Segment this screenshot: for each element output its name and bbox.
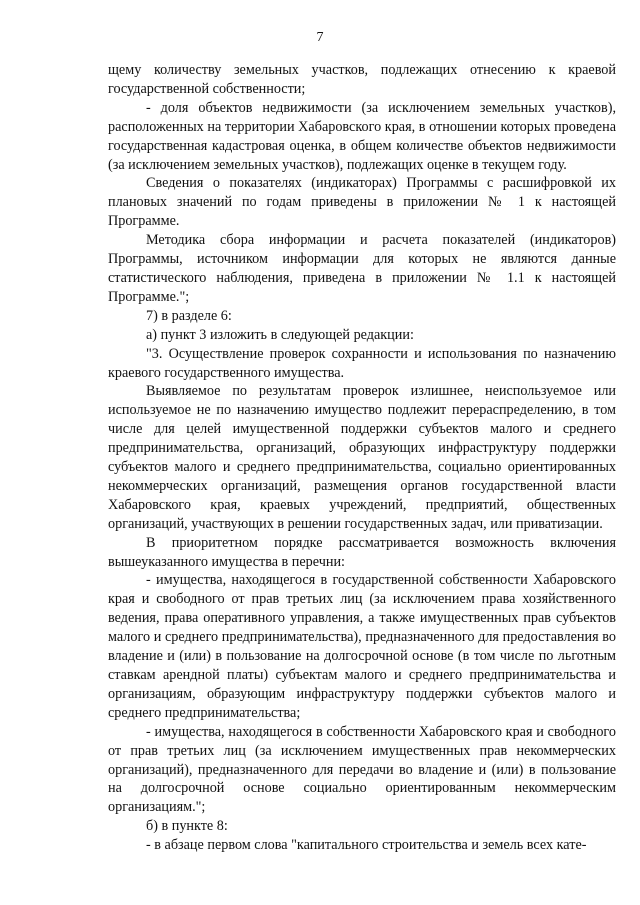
paragraph: В приоритетном порядке рассматривается возможность включения вышеуказанного имущества в перечни: — [108, 534, 616, 570]
paragraph: 7) в разделе 6: — [146, 307, 232, 324]
paragraph: - имущества, находящегося в собственности Хабаровского края и свободного от прав третьих лиц (за исключением имущественных прав некоммерческих организаций), предназначенного для передачи во владение и (или) в пользование на долгосрочной основе социально ориентированным некоммерческим организациям."; — [108, 723, 616, 816]
paragraph: а) пункт 3 изложить в следующей редакции: — [146, 326, 414, 343]
paragraph: - доля объектов недвижимости (за исключением земельных участков), расположенных на территории Хабаровского края, в отношении которых проведена государственная кадастровая оценка, в общем количестве объектов недвижимости (за исключением земельных участков), подлежащих оценке в текущем году. — [108, 99, 616, 173]
paragraph: - в абзаце первом слова "капитального строительства и земель всех кате- — [146, 837, 587, 854]
paragraph: - имущества, находящегося в государственной собственности Хабаровского края и свободного от прав третьих лиц (за исключением права хозяйственного ведения, права оперативного управления, а также имущественных прав субъектов малого и среднего предпринимательства), предназначенного для предоставления во владение и (или) в пользование на долгосрочной основе (в том числе по льготным ставкам арендной платы) субъектам малого и среднего предпринимательства и организациям, образующим инфраструктуру поддержки субъектов малого и среднего предпринимательства; — [108, 572, 616, 721]
paragraph: Выявляемое по результатам проверок излишнее, неиспользуемое или используемое не по назначению имущество подлежит перераспределению, в том числе для целей имущественной поддержки субъектов малого и среднего предпринимательства, организаций, образующих инфраструктуру поддержки субъектов малого и среднего предпринимательства, социально ориентированных некоммерческих организаций, размещения органов государственной власти Хабаровского края, краевых учреждений, предприятий, общественных организаций, участвующих в решении государственных задач, или приватизации. — [108, 383, 616, 532]
paragraph: щему количеству земельных участков, подлежащих отнесению к краевой государственной собственности; — [108, 62, 616, 97]
paragraph: Сведения о показателях (индикаторах) Программы с расшифровкой их плановых значений по годам приведены в приложении № 1 к настоящей Программе. — [108, 175, 616, 230]
paragraph: "3. Осуществление проверок сохранности и использования по назначению краевого государственного имущества. — [108, 345, 616, 381]
page-number: 7 — [316, 30, 324, 45]
paragraph: б) в пункте 8: — [146, 818, 228, 835]
paragraph: Методика сбора информации и расчета показателей (индикаторов) Программы, источником информации для которых не являются данные статистического наблюдения, приведена в приложении № 1.1 к настоящей Программе."; — [108, 232, 616, 305]
document-body — [108, 61, 616, 855]
